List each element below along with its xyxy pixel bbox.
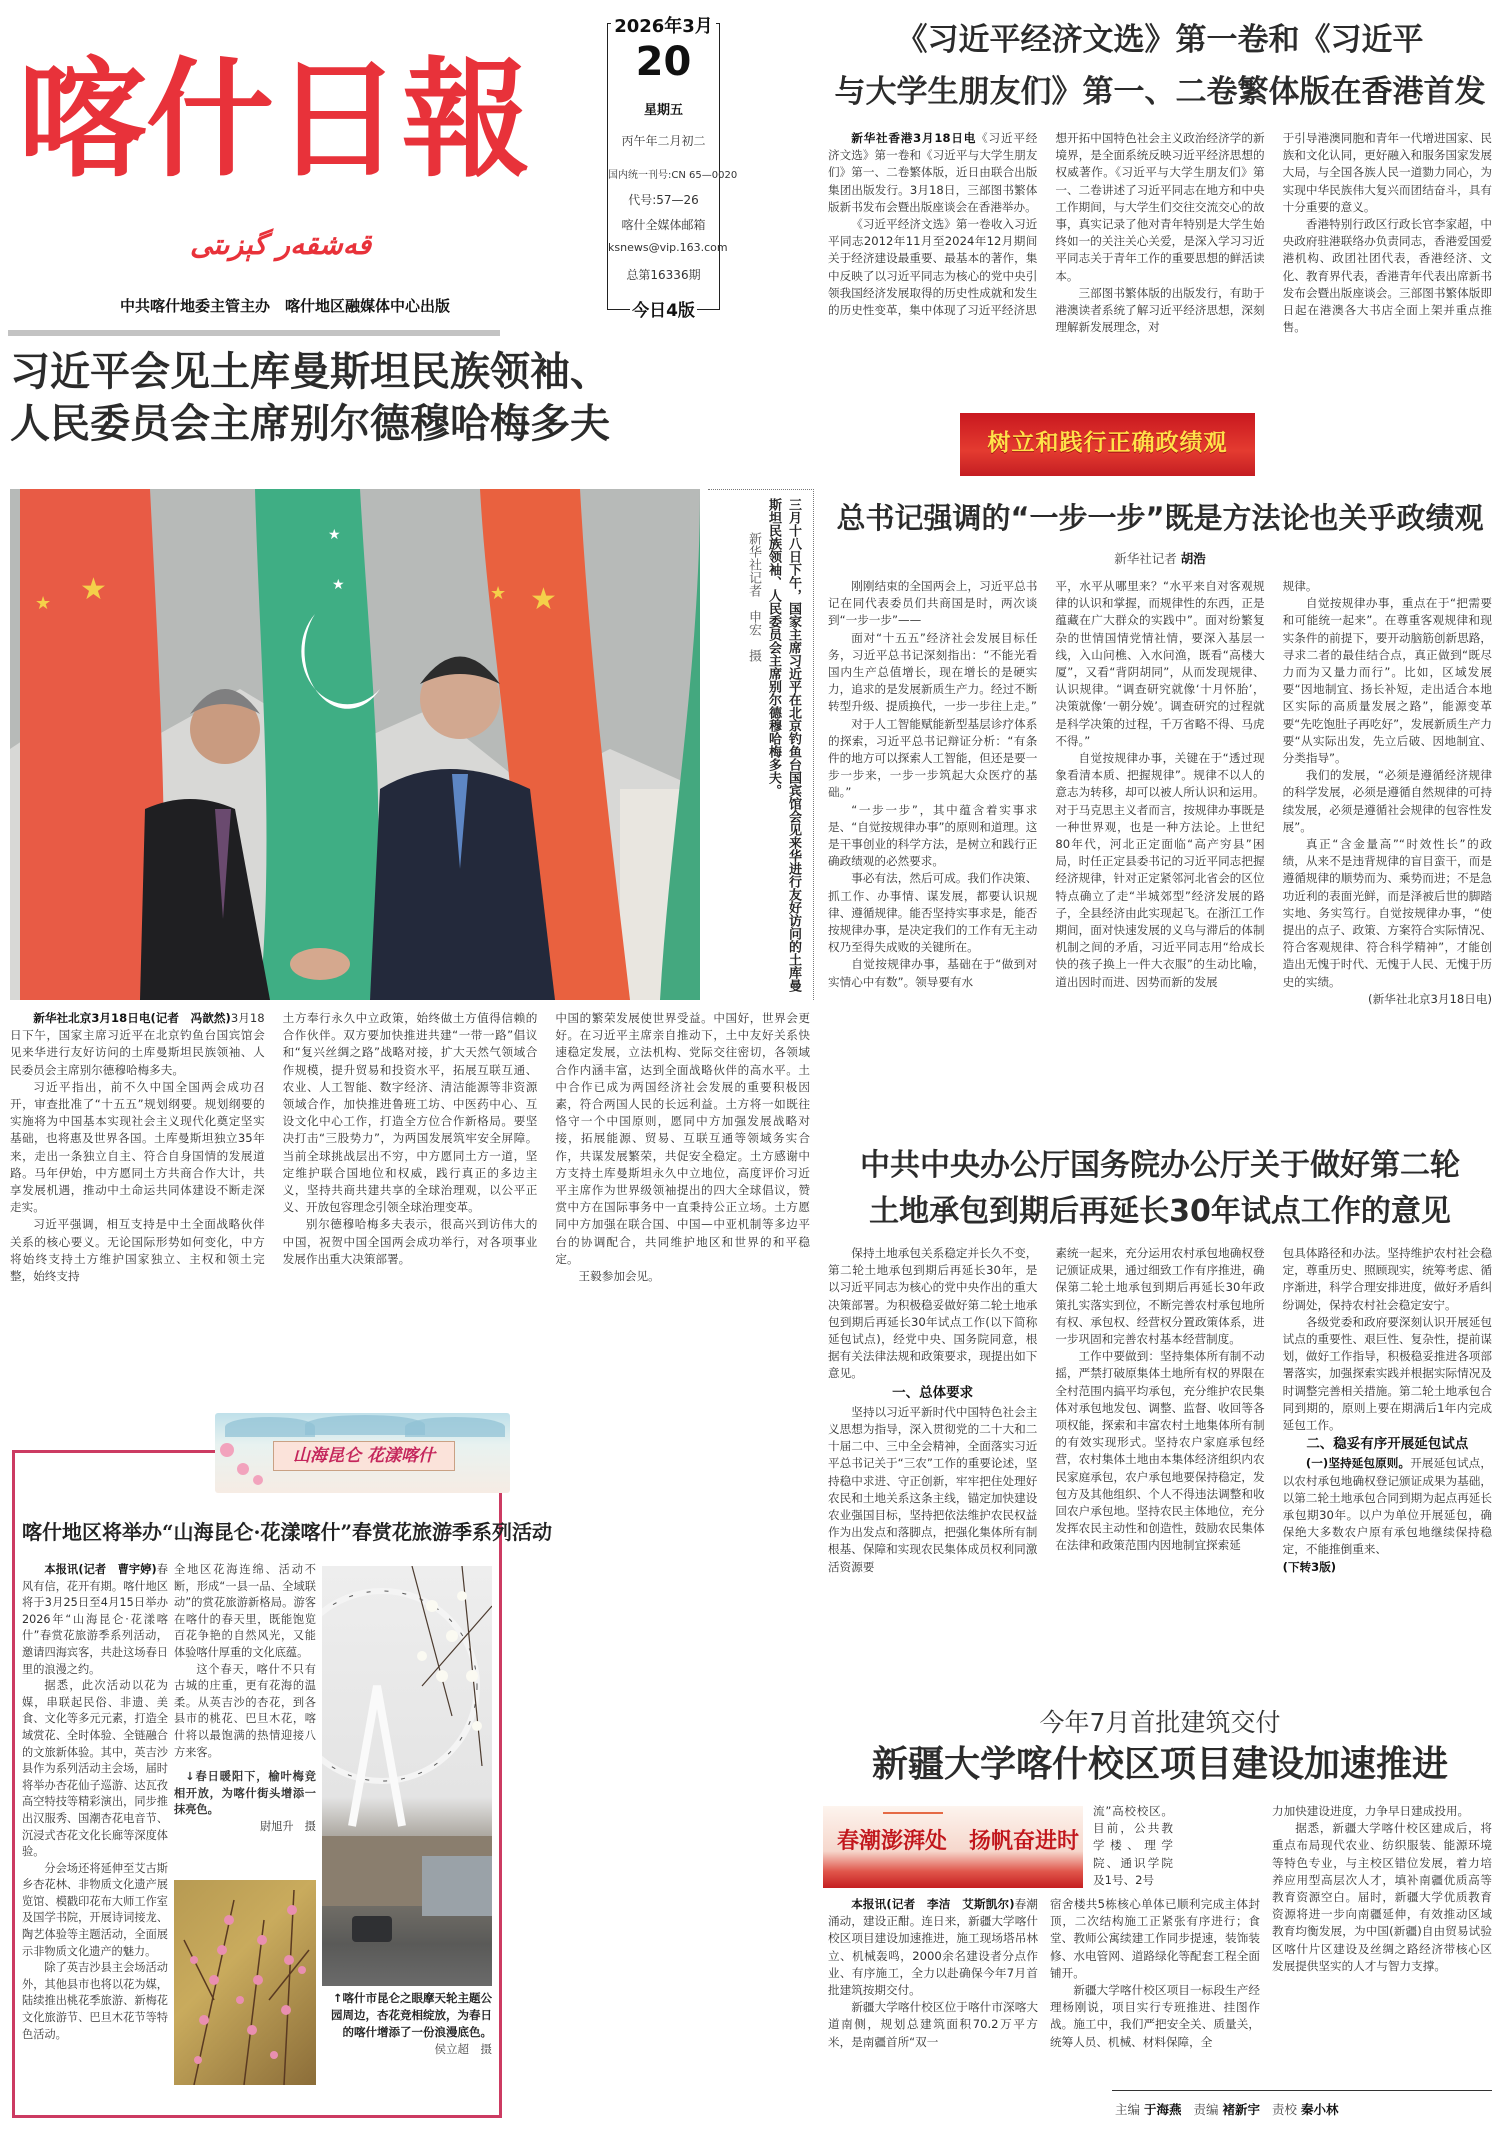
masthead-title: 喀什日報	[18, 45, 531, 195]
blossom-icon	[220, 1443, 234, 1457]
blossom-icon	[253, 1475, 263, 1485]
paragraph-text: 自觉按规律办事，关键在于“透过现象看清本质、把握规律”。规律不以人的意志为转移，却可以被人所认识和运用。对于马克思主义者而言，按规律办事既是一种世界观，也是一种方法论。上世纪80年代，河北正定面临“高产穷县”困局，时任正定县委书记的习近平同志把握经济规律，针对正定紧邻河北省会的区位特点确立了走“半城郊型”经济发展的路子，全县经济由此实现起飞。在浙江工作期间，面对快速发展的义乌与滞后的体制机制之间的矛盾，习近平同志用“给成长快的孩子换上一件大衣服”的生动比喻，道出因时而进、因势而新的发展	[1055, 751, 1265, 989]
paragraph	[1283, 216, 1492, 336]
land-body	[828, 1245, 1492, 1576]
svg-text:★: ★	[80, 572, 107, 607]
date-year-month: 2026年3月	[602, 12, 725, 38]
performance-byline	[820, 549, 1500, 567]
paragraph-text: 土方奉行永久中立政策，始终做土方值得信赖的合作伙伴。双方要加快推进共建“一带一路”倡议和“复兴丝绸之路”战略对接，扩大天然气领域合作规模，提升贸易和投资水平，拓展互联互通、农业、人工智能、数字经济、清洁能源等非资源领域合作，加快推进鲁班工坊、中医药中心、互设文化中心工作，打造全方位合作新格局。要坚决打击“三股势力”，为两国发展筑牢安全屏障。当前全球挑战层出不穷，中方愿同土方一道，坚定维护联合国地位和权威，践行真正的多边主义，坚持共商共建共享的全球治理观，以公平正义、开放包容理念引领全球治理变革。	[282, 1011, 538, 1215]
books-body	[828, 130, 1492, 336]
paragraph	[1055, 1348, 1264, 1554]
paragraph-text: 3月18日下午，国家主席习近平在北京钓鱼台国宾馆会见来华进行友好访问的土库曼斯坦民族领袖、人民委员会主席别尔德穆哈梅多夫。	[10, 1011, 265, 1077]
paragraph-lead: 新华社北京3月18日电(记者 冯歆然)	[33, 1011, 231, 1025]
date-day: 20	[635, 39, 692, 85]
paragraph	[1283, 130, 1492, 216]
paragraph-text: 习近平指出，前不久中国全国两会成功召开，审查批准了“十五五”规划纲要。规划纲要的实施将为中国基本实现社会主义现代化奠定坚实基础，也将惠及世界各国。土库曼斯坦独立35年来，走出一条独立自主、符合自身国情的发展道路。马年伊始，中方愿同土方共商合作大计，共享发展机遇，推动中土命运共同体建设不断走深走实。	[10, 1079, 265, 1215]
ferris-caption	[322, 1990, 492, 2058]
paragraph-text: 平，水平从哪里来？“水平来自对客观规律的认识和掌握，而规律性的东西，正是蕴藏在广大群众的实践中”。面对纷繁复杂的世情国情党情社情，要深入基层一线，入山问樵、入水问渔，既看“高楼大厦”，又看“背阴胡同”，从而发现规律、认识规律。“调查研究就像‘十月怀胎’，决策就像‘一朝分娩’。调查研究的过程就是科学决策的过程，千万省略不得、马虎不得。”	[1055, 579, 1265, 748]
section-heading: 一、总体要求	[892, 1384, 974, 1401]
paragraph-text: 春风有信，花开有期。喀什地区将于3月25日至4月15日举办2026年“山海昆仑·花漾喀什”春赏花旅游季系列活动，邀请四海宾客，共赴这场春日里的浪漫之约。	[22, 1563, 168, 1676]
books-col-3	[1283, 130, 1492, 336]
paragraph-text: 别尔德穆哈梅多夫表示，很高兴到访伟大的中国，祝贺中国全国两会成功举行，对各项事业发展作出重大决策部署。	[282, 1217, 538, 1266]
paragraph	[22, 1562, 168, 1678]
weekday: 星期五	[643, 103, 683, 118]
lead-headline-line1: 习近平会见土库曼斯坦民族领袖、	[10, 349, 610, 395]
handshake-photo	[10, 489, 700, 1000]
performance-col-3	[1283, 578, 1492, 1008]
paragraph	[555, 1010, 810, 1268]
paragraph	[1283, 1455, 1492, 1558]
paragraph	[1050, 1982, 1260, 2051]
paragraph-text: 《习近平经济文选》第一卷和《习近平与大学生朋友们》第一、二卷繁体版，近日由联合出版集团出版发行。3月18日，三部图书繁体版新书发布会暨出版座谈会在香港举办。	[828, 131, 1038, 214]
issue-number: 总第16336期	[626, 268, 701, 282]
paragraph-text: 新疆大学喀什校区位于喀什市深喀大道南侧，规划总建筑面积70.2万平方米，是南疆首所“双一	[828, 2000, 1038, 2049]
lead-col-2	[283, 1010, 538, 1285]
books-col-2	[1055, 130, 1264, 336]
copy-editor-name: 褚新宇	[1222, 2102, 1261, 2117]
date-box	[607, 16, 738, 321]
lead-body	[10, 1010, 810, 1285]
paragraph-lead: 本报讯(记者 李洁 艾斯凯尔)	[851, 1897, 1015, 1911]
paragraph	[828, 802, 1037, 871]
paragraph	[22, 1960, 168, 2043]
caption-text: 三月十八日下午，国家主席习近平在北京钓鱼台国宾馆会见来华进行友好访问的土库曼斯坦民族领袖、人民委员会主席别尔德穆哈梅多夫。	[766, 498, 801, 992]
svg-text:★: ★	[332, 577, 345, 593]
paragraph	[828, 1896, 1038, 1999]
paragraph	[10, 1216, 265, 1285]
books-col-1	[828, 130, 1037, 336]
paragraph-text: 香港特别行政区行政长官李家超，中央政府驻港联络办负责同志，香港爱国爱港机构、政团社团代表，香港经济、文化、教育界代表，香港青年代表出席新书发布会暨出版座谈会。三部图书繁体版即日起在港澳各大书店全面上架并重点推售。	[1282, 217, 1492, 335]
editor-credits	[1115, 2100, 1347, 2118]
paragraph	[828, 1245, 1037, 1383]
paragraph	[828, 716, 1037, 802]
masthead-divider	[8, 330, 500, 336]
paragraph	[828, 130, 1037, 216]
paragraph	[1283, 767, 1492, 836]
performance-col-2	[1055, 578, 1264, 1008]
copy-editor-label: 责编	[1193, 2102, 1219, 2117]
paragraph	[1283, 1245, 1492, 1314]
land-col-3	[1283, 1245, 1492, 1576]
campus-col-2-top: 流”高校校区。目前，公共教学楼、理学院、通识学院及1号、2号	[1093, 1804, 1173, 1887]
land-headline-line2: 土地承包到期后再延长30年试点工作的意见	[869, 1194, 1451, 1229]
paragraph	[828, 870, 1037, 956]
section-heading: 二、稳妥有序开展延包试点	[1306, 1436, 1469, 1453]
paragraph	[828, 216, 1037, 319]
masthead-title-uyghur: قەشقەر گېزىتى	[190, 228, 372, 261]
land-col-1	[828, 1245, 1037, 1576]
paragraph	[174, 1562, 316, 1662]
svg-text:★: ★	[35, 593, 52, 614]
paragraph-text: 新疆大学喀什校区项目一标段生产经理杨刚说，项目实行专班推进、挂图作战。施工中，我们严把安全关、质量关，统筹人员、机械、材料保障，全	[1050, 1983, 1260, 2049]
spring-banner-text: 春潮澎湃处 扬帆奋进时	[837, 1828, 1080, 1854]
books-headline-line1: 《习近平经济文选》第一卷和《习近平	[896, 22, 1424, 58]
editor-label: 主编	[1115, 2102, 1141, 2117]
paragraph	[1272, 1820, 1492, 1975]
dateline: (新华社北京3月18日电)	[1368, 991, 1492, 1006]
paragraph-text: 自觉按规律办事，重点在于“把需要和可能统一起来”。在尊重客观规律和现实条件的前提下，要开动脑筋创新思路，寻求二者的最佳结合点，真正做到“既尽力而为又量力而行”。比如，区域发展要“因地制宜、扬长补短，走出适合本地区实际的高质量发展之路”，能源变革要“先吃饱肚子再吃好”，发展新质生产力要“从实际出发，先立后破、因地制宜、分类指导”。	[1282, 596, 1492, 766]
svg-text:★: ★	[490, 583, 507, 604]
cn-number: 国内统一刊号:CN 65—0020	[608, 170, 738, 181]
books-headline[interactable]	[820, 14, 1500, 118]
ferris-wheel-photo	[322, 1566, 492, 1986]
byline-name: 胡浩	[1180, 551, 1206, 566]
paragraph-text: 习近平强调，相互支持是中土全面战略伙伴关系的核心要义。无论国际形势如何变化，中方将始终支持土方维护国家独立、主权和领土完整，始终支持	[10, 1217, 265, 1284]
paragraph-text: 面对“十五五”经济社会发展目标任务，习近平总书记深刻指出：“不能光看国内生产总值增长，现在增长的是硬实力，追求的是发展新质生产力。经过不断转型升级、提质换代，一步一步往上走。”	[828, 630, 1038, 714]
performance-body	[828, 578, 1492, 1008]
continued-note: (下转3版)	[1282, 1559, 1337, 1574]
flower-col-2	[174, 1562, 316, 1836]
column-banner-performance: 树立和践行正确政绩观	[960, 413, 1255, 476]
paragraph	[1283, 578, 1492, 595]
land-headline-line1: 中共中央办公厅国务院办公厅关于做好第二轮	[860, 1148, 1460, 1183]
paragraph-lead: 本报讯(记者 曹宇婷)	[44, 1563, 157, 1576]
paragraph	[22, 1861, 168, 1961]
paragraph	[1055, 1245, 1264, 1348]
paragraph	[1055, 750, 1264, 991]
plum-caption: ↓春日暖阳下，榆叶梅竞相开放，为喀什街头增添一抹亮色。	[174, 1770, 316, 1817]
column-banner-flower	[215, 1413, 510, 1493]
paragraph	[1055, 130, 1264, 285]
ferris-caption-text: ↑喀什市昆仑之眼摩天轮主题公园周边，杏花竞相绽放，为春日的喀什增添了一份浪漫底色。	[331, 1991, 492, 2039]
paragraph	[1050, 1896, 1260, 1982]
edition-count: 今日4版	[632, 301, 695, 321]
campus-headline[interactable]: 新疆大学喀什校区项目建设加速推进	[871, 1743, 1448, 1785]
performance-col-3-text	[1283, 578, 1492, 991]
column-banner-spring	[823, 1806, 1083, 1888]
paragraph-text: 全地区花海连绵、活动不断，形成“一县一品、全域联动”的赏花旅游新格局。游客在喀什的春天里，既能饱览百花争艳的自然风光，又能体验喀什厚重的文化底蕴。	[174, 1563, 316, 1659]
paragraph-text: 力加快建设进度，力争早日建成投用。	[1272, 1804, 1470, 1818]
lead-headline-line2: 人民委员会主席别尔德穆哈梅多夫	[10, 401, 610, 447]
paragraph	[1283, 595, 1492, 767]
paragraph-text: 春潮涌动，建设正酣。连日来，新疆大学喀什校区项目建设加速推进，施工现场塔吊林立、机械轰鸣，2000余名建设者分点作业、有序施工，全力以赴确保今年7月首批建筑按期交付。	[828, 1897, 1038, 1998]
paragraph-text: 中国的繁荣发展使世界受益。中国好，世界会更好。在习近平主席亲自推动下，土中友好关系快速稳定发展，立法机构、党际交往密切，各领域合作内涵丰富，达到全面战略伙伴的高水平。土中合作已成为两国经济社会发展的重要积极因素，符合两国人民的长远利益。土方将一如既往恪守一个中国原则，愿同中方加强发展战略对接，拓展能源、贸易、互联互通等领域务实合作，共谋发展繁荣，共促安全稳定。土方感谢中方支持土库曼斯坦永久中立地位，高度评价习近平主席作为世界级领袖提出的四大全球倡议，赞赏中方在国际事务中一直秉持公正立场。土方愿同中方加强在联合国、中国—中亚机制等多边平台的协调配合，共同维护地区和世界的和平稳定。	[555, 1011, 811, 1266]
lunar-date: 丙午年二月初二	[621, 134, 706, 148]
proofreader-name: 秦小林	[1301, 2102, 1339, 2117]
lead-col-3	[555, 1010, 810, 1285]
paragraph	[1272, 1803, 1492, 1820]
paragraph	[828, 578, 1037, 630]
svg-text:★: ★	[328, 527, 341, 543]
paragraph-text: 对于人工智能赋能新型基层诊疗体系的探索，习近平总书记辩证分析：“有条件的地方可以探索人工智能，但还是要一步一步来，一步一步筑起大众医疗的基础。”	[828, 716, 1038, 800]
paragraph-text: 于引导港澳同胞和青年一代增进国家、民族和文化认同，更好融入和服务国家发展大局，与全国各族人民一道勠力同心，为实现中华民族伟大复兴而团结奋斗，具有十分重要的意义。	[1282, 131, 1492, 214]
paragraph-text: 坚持以习近平新时代中国特色社会主义思想为指导，深入贯彻党的二十大和二十届二中、三中全会精神，全面落实习近平总书记关于“三农”工作的重要论述，坚持稳中求进、守正创新，牢牢把住处理好农民和土地关系这条主线，锚定加快建设农业强国目标，坚持把依法维护农民权益作为出发点和落脚点，把强化集体所有制根基、保障和实现农民集体成员权利同激活资源要	[828, 1404, 1038, 1574]
lead-col-1	[10, 1010, 265, 1285]
paragraph-text: 真正“含金量高”“时效性长”的政绩，从来不是违背规律的盲目蛮干，而是遵循规律的顺势而为、乘势而进；不是急功近利的表面光鲜，而是泽被后世的脚踏实地、务实笃行。自觉按规律办事，“使提出的点子、政策、方案符合实际情况、符合客观规律、符合科学精神”，才能创造出无愧于时代、无愧于人民、无愧于历史的实绩。	[1282, 837, 1492, 989]
flower-headline[interactable]: 喀什地区将举办“山海昆仑·花漾喀什”春赏花旅游季系列活动	[22, 1520, 552, 1544]
campus-col-2	[1050, 1896, 1260, 2051]
paragraph	[828, 956, 1037, 990]
paragraph-text: 我们的发展，“必须是遵循经济规律的科学发展，必须是遵循自然规律的可持续发展，必须是遵循社会规律的包容性发展”。	[1282, 768, 1492, 834]
performance-col-1	[828, 578, 1037, 1008]
performance-headline[interactable]: 总书记强调的“一步一步”既是方法论也关乎政绩观	[836, 501, 1484, 535]
paragraph	[828, 1999, 1038, 2051]
proof-label: 责校	[1272, 2102, 1298, 2117]
flower-banner-text: 山海昆仑 花漾喀什	[273, 1441, 455, 1471]
lead-photo	[10, 489, 700, 1000]
paragraph-text: 这个春天，喀什不只有古城的庄重，更有花海的温柔。从英吉沙的杏花，到各县市的桃花、巴旦木花，喀什将以最饱满的热情迎接八方来客。	[174, 1662, 316, 1759]
paragraph-text: 《习近平经济文选》第一卷收入习近平同志2012年11月至2024年12月期间关于经济建设最重要、最基本的著作，集中反映了以习近平同志为核心的党中央引领我国经济发展取得的历史性成就和发生的历史性变革，集中体现了习近平经济思	[828, 217, 1038, 318]
paragraph	[1055, 578, 1264, 750]
ferris-wheel-image	[322, 1566, 492, 1986]
campus-col-3	[1272, 1803, 1492, 1975]
paragraph-text: 王毅参加会见。	[578, 1269, 660, 1284]
paragraph-text: “一步一步”，其中蕴含着实事求是、“自觉按规律办事”的原则和道理。这是干事创业的科学方法，是树立和践行正确政绩观的必然要求。	[828, 802, 1038, 869]
land-headline[interactable]	[820, 1143, 1500, 1235]
paragraph-text: 想开拓中国特色社会主义政治经济学的新境界，是全面系统反映习近平经济思想的权威著作。《习近平与大学生朋友们》第一、二卷讲述了习近平同志在地方和中央工作期间，与大学生们交往交流交心的故事，真实记录了他对青年特别是大学生始终如一的关注关心关爱，是深入学习习近平同志关于青年工作的重要思想的鲜活读本。	[1055, 131, 1265, 283]
plum-credit: 尉旭升 摄	[260, 1819, 316, 1833]
paragraph-text: 各级党委和政府要深刻认识开展延包试点的重要性、艰巨性、复杂性，提前谋划，做好工作指导，积极稳妥推进各项部署落实，加强探索实践并根据实际情况及时调整完善相关措施。第二轮土地承包合同到期的，原则上要在期满后1年内完成延包工作。	[1282, 1314, 1492, 1433]
plum-blossom-photo	[174, 1880, 316, 2085]
paragraph	[283, 1216, 538, 1268]
paragraph-text: 据悉，此次活动以花为媒，串联起民俗、非遗、美食、文化等多元元素，打造全域赏花、全时体验、全链融合的文旅新体验。其中，英吉沙县作为系列活动主会场，届时将举办杏花仙子巡游、达瓦孜高空特技等精彩演出，同步推出汉服秀、国潮杏花电音节、沉浸式杏花文化长廊等深度体验。	[22, 1679, 168, 1859]
byline-label: 新华社记者	[1114, 551, 1177, 566]
flower-col-2-text	[174, 1562, 316, 1761]
campus-kicker: 今年7月首批建筑交付	[1039, 1708, 1281, 1737]
paragraph-text: 刚刚结束的全国两会上，习近平总书记在同代表委员们共商国是时，两次谈到“一步一步”——	[828, 579, 1038, 628]
paragraph-text: 分会场还将延伸至艾古斯乡杏花林、非物质文化遗产展览馆、模戳印花布大师工作室及国学书院，开展诗词接龙、陶艺体验等主题活动，全面展示非物质文化遗产的魅力。	[22, 1861, 168, 1958]
paragraph	[10, 1079, 265, 1217]
plum-branches-image	[174, 1880, 316, 2085]
paragraph-text: 三部图书繁体版的出版发行，有助于港澳读者系统了解习近平经济思想，深刻理解新发展理念，对	[1055, 285, 1265, 335]
paragraph	[828, 630, 1037, 716]
paragraph-text: 包具体路径和办法。坚持维护农村社会稳定，尊重历史、照顾现实，统筹考虑、循序渐进，科学合理安排进度，做好矛盾纠纷调处，保持农村社会稳定安宁。	[1282, 1246, 1492, 1312]
lead-headline[interactable]	[10, 346, 810, 450]
paragraph-lead: 新华社香港3月18日电	[851, 131, 977, 145]
paragraph-text: 宿舍楼共5栋核心单体已顺利完成主体封顶，二次结构施工正紧张有序进行；食堂、教师公寓续建工作同步提速，装饰装修、水电管网、道路绿化等配套工程全面铺开。	[1050, 1897, 1260, 1980]
paragraph-text: 工作中要做到：坚持集体所有制不动摇，严禁打破原集体土地所有权的界限在全村范围内搞平均承包，充分维护农民集体对承包地发包、调整、监督、收回等各项权能，探索和丰富农村土地集体所有制的有效实现形式。坚持农户家庭承包经营，农村集体土地由本集体经济组织内农民家庭承包，农户承包地要保持稳定，发包方及其他组织、个人不得违法调整和收回农户承包地。坚持农民主体地位，充分发挥农民主动性和创造性，鼓励农民集体在法律和政策范围内因地制宜探索延	[1055, 1349, 1265, 1553]
paragraph-text: 规律。	[1282, 579, 1318, 593]
ferris-credit: 侯立超 摄	[434, 2042, 492, 2056]
paragraph	[1055, 285, 1264, 337]
paragraph	[555, 1268, 810, 1285]
postal-code: 代号:57—26	[628, 193, 699, 207]
paragraph-text: 自觉按规律办事，基础在于“做到对实情心中有数”。领导要有水	[828, 957, 1038, 989]
paragraph-lead: (一)坚持延包原则。	[1305, 1456, 1411, 1471]
paragraph-text: 事必有法，然后可成。我们作决策、抓工作、办事情、谋发展，都要认识规律、遵循规律。能否坚持实事求是，能否按规律办事，是决定我们的工作有无主动权乃至得失成败的关键所在。	[828, 871, 1038, 955]
paragraph	[10, 1010, 265, 1079]
books-headline-line2: 与大学生朋友们》第一、二卷繁体版在香港首发	[834, 74, 1486, 110]
lead-photo-caption	[708, 489, 814, 1000]
paragraph-text: 据悉，新疆大学喀什校区建成后，将重点布局现代农业、纺织服装、能源环境等特色专业，与主校区错位发展，着力培养应用型高层次人才，填补南疆优质高等教育资源空白。届时，新疆大学优质教育资源将进一步向南疆延伸，有效推动区域教育均衡发展，为中国(新疆)自由贸易试验区喀什片区建设及丝绸之路经济带核心区发展提供坚实的人才与智力支撑。	[1272, 1821, 1492, 1973]
mailbox-label: 喀什全媒体邮箱	[621, 218, 706, 232]
photo-credit: 新华社记者 申宏 摄	[746, 532, 761, 662]
paragraph	[828, 1404, 1037, 1576]
paragraph	[1283, 836, 1492, 991]
flower-col-1	[22, 1562, 168, 2043]
editor-name: 于海燕	[1144, 2102, 1182, 2117]
paragraph	[283, 1010, 538, 1216]
paragraph	[174, 1662, 316, 1762]
paragraph-text: 开展延包试点，以农村承包地确权登记颁证成果为基础，以第二轮土地承包合同到期为起点再延长承包期30年。以户为单位开展延包，确保绝大多数农户原有承包地继续保持稳定，不能推倒重来、	[1282, 1456, 1492, 1557]
paragraph	[22, 1678, 168, 1861]
blossom-icon	[237, 1463, 249, 1475]
footer-rule	[1112, 2090, 1492, 2091]
campus-col-1	[828, 1896, 1038, 2051]
svg-text:★: ★	[530, 582, 557, 617]
email[interactable]: ksnews@vip.163.com	[608, 241, 728, 254]
paragraph-text: 除了英吉沙县主会场活动外，其他县市也将以花为媒，陆续推出桃花季旅游、新梅花文化旅游节、巴旦木花节等特色活动。	[22, 1961, 168, 2041]
paragraph	[1283, 1314, 1492, 1434]
land-col-2	[1055, 1245, 1264, 1576]
publisher-line: 中共喀什地委主管主办 喀什地区融媒体中心出版	[120, 297, 451, 315]
paragraph-text: 保持土地承包关系稳定并长久不变，第二轮土地承包到期后再延长30年，是以习近平同志为核心的党中央作出的重大决策部署。为积极稳妥做好第二轮土地承包到期后再延长30年试点工作(以下简称延包试点)，经党中央、国务院同意，根据有关法律法规和政策要求，现提出如下意见。	[828, 1246, 1038, 1381]
paragraph-text: 素统一起来，充分运用农村承包地确权登记颁证成果，通过细致工作有序推进，确保第二轮土地承包到期后再延长30年政策扎实落实到位，不断完善农村承包地所有权、承包权、经营权分置政策体系，进一步巩固和完善农村基本经营制度。	[1055, 1246, 1265, 1347]
masthead-logo	[18, 20, 578, 220]
